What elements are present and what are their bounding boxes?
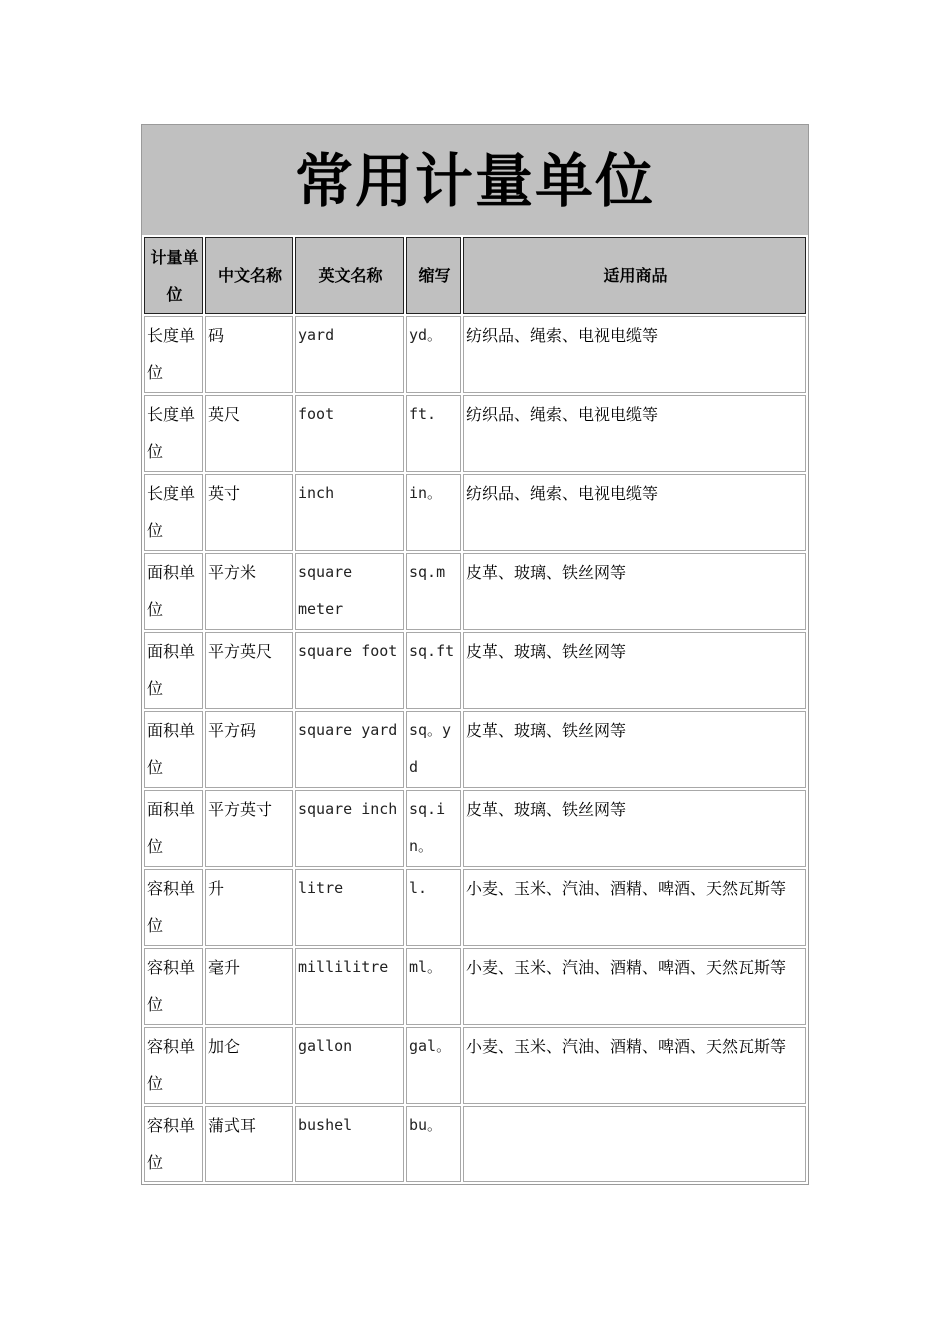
- unit-type-cell: 面积单位: [144, 553, 203, 630]
- english-name-cell: inch: [295, 474, 404, 551]
- applicable-goods-cell: 皮革、玻璃、铁丝网等: [463, 553, 806, 630]
- applicable-goods-cell: 皮革、玻璃、铁丝网等: [463, 632, 806, 709]
- unit-type-cell: 面积单位: [144, 711, 203, 788]
- table-row: [144, 711, 806, 788]
- abbreviation-cell: ft.: [406, 395, 461, 472]
- applicable-goods-cell: [463, 1106, 806, 1182]
- table-row: [144, 632, 806, 709]
- table-row: [144, 553, 806, 630]
- unit-type-cell: 长度单位: [144, 395, 203, 472]
- chinese-name-cell: 平方英寸: [205, 790, 293, 867]
- header-english-name: 英文名称: [295, 237, 404, 314]
- abbreviation-cell: ml。: [406, 948, 461, 1025]
- english-name-cell: square inch: [295, 790, 404, 867]
- chinese-name-cell: 平方码: [205, 711, 293, 788]
- english-name-cell: litre: [295, 869, 404, 946]
- unit-type-cell: 容积单位: [144, 1106, 203, 1182]
- english-name-cell: square yard: [295, 711, 404, 788]
- unit-type-cell: 容积单位: [144, 948, 203, 1025]
- table-row: [144, 948, 806, 1025]
- abbreviation-cell: sq。yd: [406, 711, 461, 788]
- chinese-name-cell: 升: [205, 869, 293, 946]
- header-row: [144, 237, 806, 314]
- applicable-goods-cell: 纺织品、绳索、电视电缆等: [463, 474, 806, 551]
- english-name-cell: millilitre: [295, 948, 404, 1025]
- chinese-name-cell: 平方英尺: [205, 632, 293, 709]
- abbreviation-cell: in。: [406, 474, 461, 551]
- chinese-name-cell: 蒲式耳: [205, 1106, 293, 1182]
- applicable-goods-cell: 小麦、玉米、汽油、酒精、啤酒、天然瓦斯等: [463, 869, 806, 946]
- header-unit-type: 计量单位: [144, 237, 203, 314]
- applicable-goods-cell: 纺织品、绳索、电视电缆等: [463, 316, 806, 393]
- abbreviation-cell: yd。: [406, 316, 461, 393]
- unit-type-cell: 长度单位: [144, 474, 203, 551]
- table-row: [144, 790, 806, 867]
- abbreviation-cell: gal。: [406, 1027, 461, 1104]
- english-name-cell: foot: [295, 395, 404, 472]
- table-row: [144, 474, 806, 551]
- table-row: [144, 316, 806, 393]
- applicable-goods-cell: 皮革、玻璃、铁丝网等: [463, 790, 806, 867]
- chinese-name-cell: 平方米: [205, 553, 293, 630]
- english-name-cell: yard: [295, 316, 404, 393]
- applicable-goods-cell: 皮革、玻璃、铁丝网等: [463, 711, 806, 788]
- applicable-goods-cell: 小麦、玉米、汽油、酒精、啤酒、天然瓦斯等: [463, 948, 806, 1025]
- unit-type-cell: 容积单位: [144, 1027, 203, 1104]
- abbreviation-cell: bu。: [406, 1106, 461, 1182]
- abbreviation-cell: sq.m: [406, 553, 461, 630]
- units-grid: [142, 235, 808, 1184]
- header-abbreviation: 缩写: [406, 237, 461, 314]
- chinese-name-cell: 码: [205, 316, 293, 393]
- chinese-name-cell: 加仑: [205, 1027, 293, 1104]
- english-name-cell: square meter: [295, 553, 404, 630]
- table-row: [144, 1027, 806, 1104]
- applicable-goods-cell: 小麦、玉米、汽油、酒精、啤酒、天然瓦斯等: [463, 1027, 806, 1104]
- table-row: [144, 869, 806, 946]
- abbreviation-cell: sq.in。: [406, 790, 461, 867]
- unit-type-cell: 长度单位: [144, 316, 203, 393]
- title-band: [142, 125, 808, 235]
- header-chinese-name: 中文名称: [205, 237, 293, 314]
- abbreviation-cell: l.: [406, 869, 461, 946]
- english-name-cell: square foot: [295, 632, 404, 709]
- unit-type-cell: 容积单位: [144, 869, 203, 946]
- chinese-name-cell: 英寸: [205, 474, 293, 551]
- chinese-name-cell: 毫升: [205, 948, 293, 1025]
- applicable-goods-cell: 纺织品、绳索、电视电缆等: [463, 395, 806, 472]
- table-row: [144, 1106, 806, 1182]
- page-title: 常用计量单位: [294, 147, 655, 215]
- chinese-name-cell: 英尺: [205, 395, 293, 472]
- unit-type-cell: 面积单位: [144, 790, 203, 867]
- abbreviation-cell: sq.ft: [406, 632, 461, 709]
- unit-type-cell: 面积单位: [144, 632, 203, 709]
- english-name-cell: gallon: [295, 1027, 404, 1104]
- table-row: [144, 395, 806, 472]
- units-table: [141, 124, 809, 1185]
- header-applicable-goods: 适用商品: [463, 237, 806, 314]
- english-name-cell: bushel: [295, 1106, 404, 1182]
